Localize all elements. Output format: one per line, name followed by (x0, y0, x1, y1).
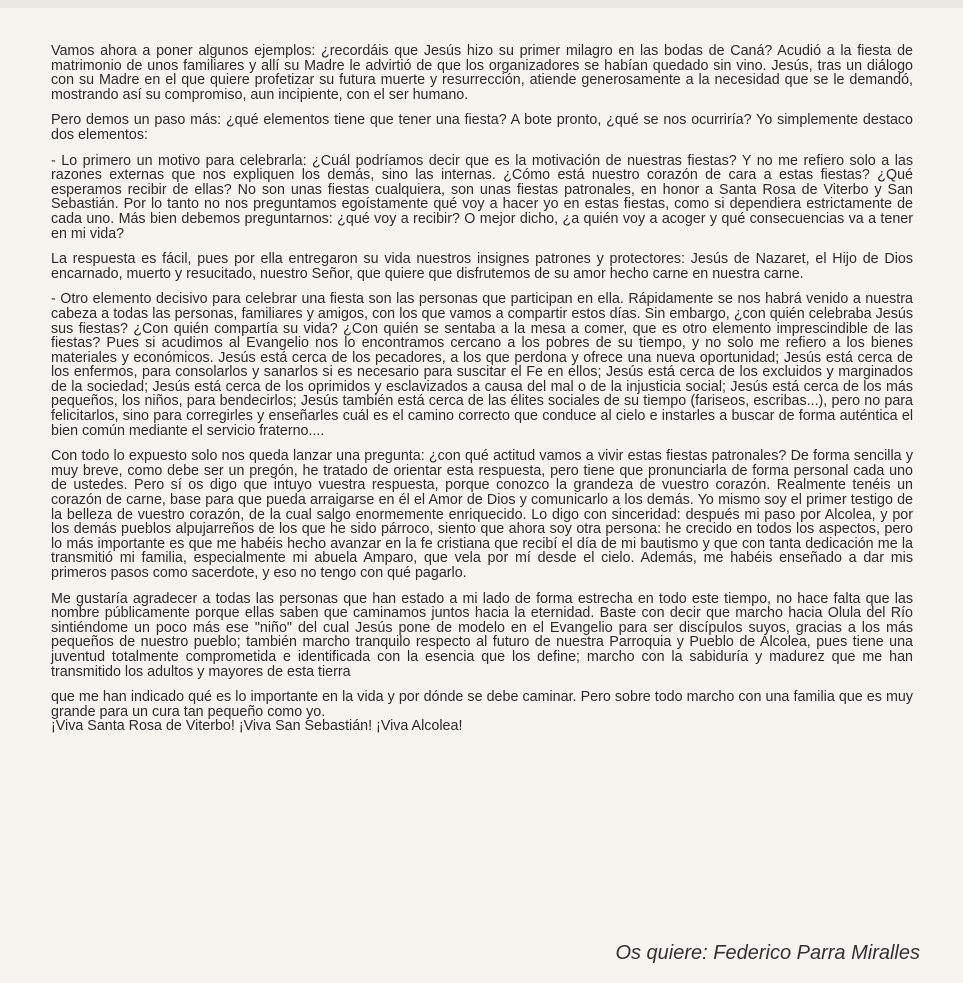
paragraph-agradecimiento: Me gustaría agradecer a todas las personas que han estado a mi lado de forma estrecha en todo este tiempo, no hace falta que las nombre públicamente porque ellas saben que caminamos juntos hacia la eternidad. Baste con decir que marcho hacia Olula del Río sintiéndome un poco más ese "niño" del cual Jesús pone de modelo en el Evangelio para ser discípulos suyos, gracias a los más pequeños de nuestro pueblo; también marcho tranquilo respecto al futuro de nuestra Parroquia y Pueblo de Alcolea, pues tiene una juventud totalmente comprometida e identificada con la esencia que los define; marcho con la sabiduría y madurez que me han transmitido los adultos y mayores de esta tierra (51, 590, 913, 680)
paragraph-respuesta: La respuesta es fácil, pues por ella entregaron su vida nuestros insignes patrones y protectores: Jesús de Nazaret, el Hijo de Dios encarnado, muerto y resucitado, nuestro Señor, que quiere que disfrutemos de su amor hecho carne en nuestra carne. (51, 251, 913, 282)
paragraph-personas: - Otro elemento decisivo para celebrar una fiesta son las personas que participan en ella. Rápidamente se nos habrá venido a nuestra cabeza a todas las personas, familiares y amigos, con los que vamos a compartir estos días. Sin embargo, ¿con quién celebraba Jesús sus fiestas? ¿Con quién compartía su vida? ¿Con quién se sentaba a la mesa a comer, que es otro elemento imprescindible de las fiestas? Pues si acudimos al Evangelio nos lo encontramos cercano a los pobres de su tiempo, y no solo me refiero a los bienes materiales y económicos. Jesús está cerca de los pecadores, a los que perdona y ofrece una nueva oportunidad; Jesús está cerca de los enfermos, para consolarlos y sanarlos si es necesario para suscitar el Fe en ellos; Jesús está cerca de los excluidos y marginados de la sociedad; Jesús está cerca de los oprimidos y esclavizados a causa del mal o de la injusticia social; Jesús está cerca de los más pequeños, los niños, para bendecirlos; Jesús también está cerca de las élites sociales de su tiempo (fariseos, escribas...), pero no para felicitarlos, sino para corregirles y enseñarles cuál es el camino correcto que conduce al cielo e instarles a buscar de forma auténtica el bien común mediante el servicio fraterno.... (51, 291, 913, 439)
paragraph-motivo: - Lo primero un motivo para celebrarla: ¿Cuál podríamos decir que es la motivación de nuestras fiestas? Y no me refiero solo a las razones externas que nos expliquen los demás, sino las internas. ¿Cómo está nuestro corazón de cara a estas fiestas? ¿Qué esperamos recibir de ellas? No son unas fiestas cualquiera, son unas fiestas patronales, en honor a Santa Rosa de Viterbo y San Sebastián. Por lo tanto no nos preguntamos egoístamente qué voy a hacer yo en estas fiestas, como si dependiera estrictamente de cada uno. Más bien debemos preguntarnos: ¿qué voy a recibir? O mejor dicho, ¿a quién voy a acoger y qué consecuencias va a tener en mi vida? (51, 152, 913, 242)
top-band (0, 0, 963, 8)
paragraph-actitud: Con todo lo expuesto solo nos queda lanzar una pregunta: ¿con qué actitud vamos a vivir estas fiestas patronales? De forma sencilla y muy breve, como debe ser un pregón, he tratado de orientar esta respuesta, pero tiene que pronunciarla de forma personal cada uno de ustedes. Pero sí os digo que intuyo vuestra respuesta, porque conozco la grandeza de vuestro corazón. Realmente tenéis un corazón de carne, base para que pueda arraigarse en él el Amor de Dios y comunicarlo a los demás. Yo mismo soy el primer testigo de la belleza de vuestro corazón, de la cual salgo enormemente enriquecido. Lo digo con sinceridad: después mi paso por Alcolea, y por los demás pueblos alpujarreños de los que he sido párroco, siento que ahora soy otra persona: he crecido en todos los aspectos, pero lo más importante es que me habéis hecho avanzar en la fe cristiana que recibí el día de mi bautismo y que con tanta dedicación me la transmitió mi familia, especialmente mi abuela Amparo, que vela por mí desde el cielo. Además, me habéis enseñado a dar mis primeros pasos como sacerdote, y eso no tengo con qué pagarlo. (51, 448, 913, 581)
signature: Os quiere: Federico Parra Miralles (615, 942, 920, 964)
paragraph-elementos-fiesta: Pero demos un paso más: ¿qué elementos tiene que tener una fiesta? A bote pronto, ¿qué se nos ocurriría? Yo simplemente destaco dos elementos: (51, 112, 913, 143)
paragraph-cierre: que me han indicado qué es lo importante en la vida y por dónde se debe caminar. Pero sobre todo marcho con una familia que es muy grande para un cura tan pequeño como yo. ¡Viva Santa Rosa de Viterbo! ¡Viva San Sebastián! ¡Viva Alcolea! (51, 689, 913, 735)
document-body (51, 44, 913, 745)
paragraph-bodas-cana: Vamos ahora a poner algunos ejemplos: ¿recordáis que Jesús hizo su primer milagro en las bodas de Caná? Acudió a la fiesta de matrimonio de unos familiares y allí su Madre le advirtió de que los organizadores se habían quedado sin vino. Jesús, tras un diálogo con su Madre en el que quiere profetizar su futura muerte y resurrección, atiende generosamente a la necesidad que se le demandó, mostrando así su compromiso, aun incipiente, con el ser humano. (51, 43, 913, 103)
